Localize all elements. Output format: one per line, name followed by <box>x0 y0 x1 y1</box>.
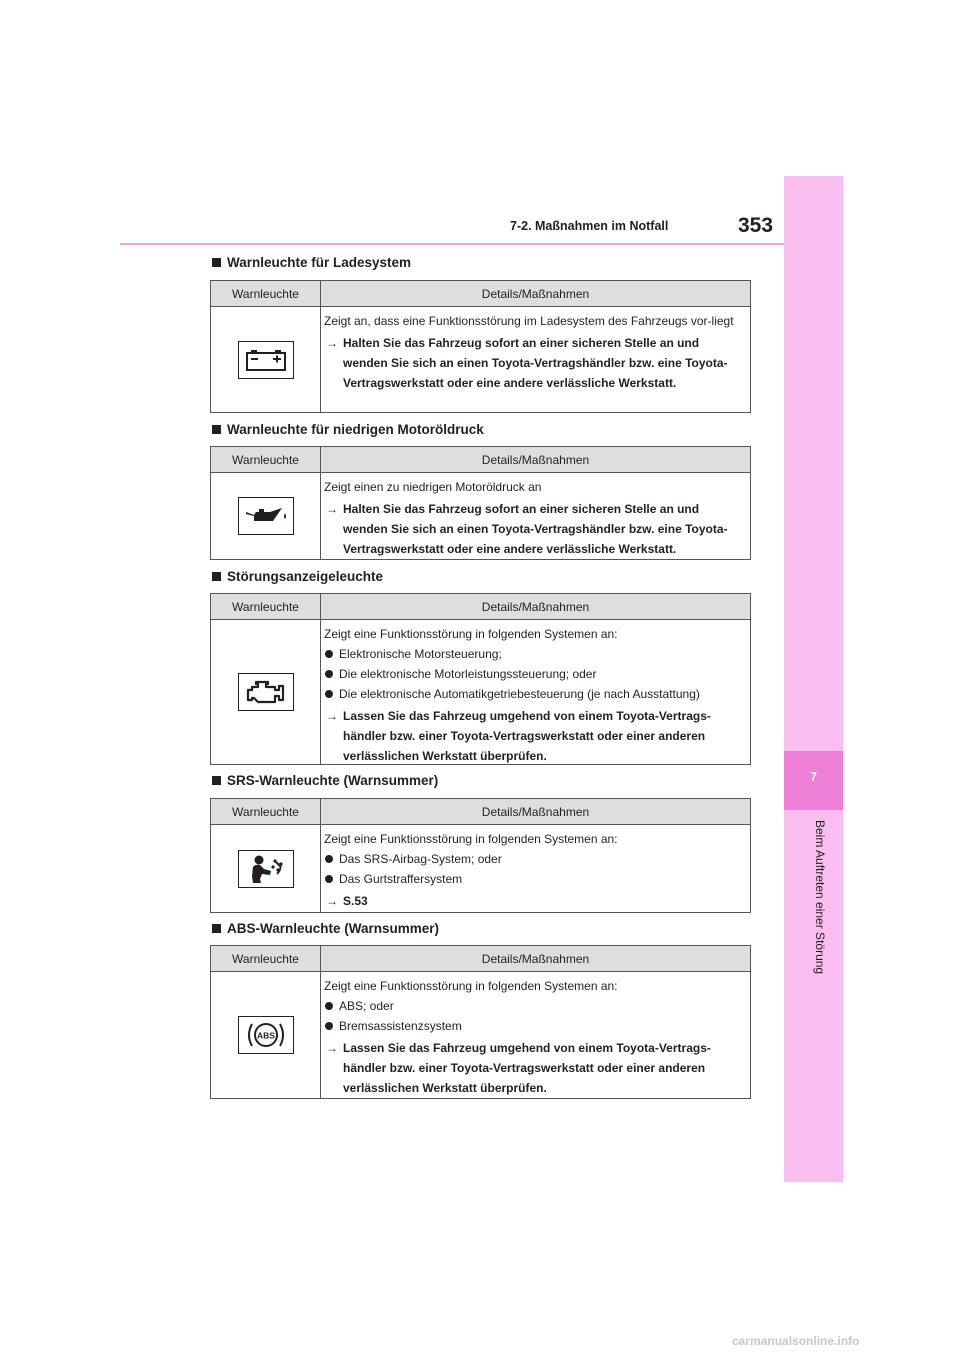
detail-action: → Halten Sie das Fahrzeug sofort an einer sicheren Stelle an und wenden Sie sich an einen Toyota-Vertragshändler bzw. eine Toyota-Vertragswerkstatt oder eine andere verlässliche Werkstatt. <box>324 499 746 559</box>
engine-icon <box>238 673 294 711</box>
heading-square-icon <box>212 924 221 933</box>
section-heading-oil-pressure: Warnleuchte für niedrigen Motoröldruck <box>212 422 484 437</box>
detail-intro: Zeigt einen zu niedrigen Motoröldruck an <box>324 480 542 494</box>
table-header: Warnleuchte Details/Maßnahmen <box>211 799 750 825</box>
warning-table-charging <box>210 280 751 413</box>
section-heading-malfunction: Störungsanzeigeleuchte <box>212 569 383 584</box>
list-item: Bremsassistenzsystem <box>324 1016 746 1036</box>
table-header: Warnleuchte Details/Maßnahmen <box>211 594 750 620</box>
table-row <box>211 473 750 559</box>
airbag-icon <box>238 850 294 888</box>
detail-intro: Zeigt an, dass eine Funktionsstörung im Ladesystem des Fahrzeugs vor-liegt <box>324 314 734 328</box>
page-number: 353 <box>738 214 774 237</box>
section-heading-abs: ABS-Warnleuchte (Warnsummer) <box>212 921 439 936</box>
heading-square-icon <box>212 258 221 267</box>
table-header: Warnleuchte Details/Maßnahmen <box>211 281 750 307</box>
detail-action: → Halten Sie das Fahrzeug sofort an einer sicheren Stelle an und wenden Sie sich an einen Toyota-Vertragshändler bzw. eine Toyota-Vertragswerkstatt oder eine andere verlässliche Werkstatt. <box>324 333 746 393</box>
chapter-side-tab <box>784 176 843 1182</box>
table-header: Warnleuchte Details/Maßnahmen <box>211 447 750 473</box>
battery-icon <box>238 341 294 379</box>
abs-icon-text: ABS <box>256 1030 275 1041</box>
detail-intro: Zeigt eine Funktionsstörung in folgenden Systemen an: <box>324 979 618 993</box>
list-item: ABS; oder <box>324 996 746 1016</box>
abs-icon <box>238 1016 294 1054</box>
chapter-number: 7 <box>810 770 817 784</box>
detail-action: → Lassen Sie das Fahrzeug umgehend von einem Toyota-Vertrags-händler bzw. einer Toyota-Vertragswerkstatt oder einer anderen verlässlichen Werkstatt überprüfen. <box>324 1038 746 1098</box>
detail-intro: Zeigt eine Funktionsstörung in folgenden Systemen an: <box>324 832 618 846</box>
warning-table-abs <box>210 945 751 1099</box>
warning-table-oil-pressure <box>210 446 751 560</box>
detail-intro: Zeigt eine Funktionsstörung in folgenden Systemen an: <box>324 627 618 641</box>
heading-square-icon <box>212 425 221 434</box>
table-row <box>211 620 750 764</box>
list-item: Die elektronische Motorleistungssteuerung; oder <box>324 664 746 684</box>
chapter-label: Beim Auftreten einer Störung <box>813 820 827 975</box>
oil-can-icon <box>238 497 294 535</box>
watermark: carmanualsonline.info <box>732 1334 860 1348</box>
heading-square-icon <box>212 776 221 785</box>
table-header: Warnleuchte Details/Maßnahmen <box>211 946 750 972</box>
heading-square-icon <box>212 572 221 581</box>
warning-table-srs <box>210 798 751 913</box>
section-heading-srs: SRS-Warnleuchte (Warnsummer) <box>212 773 438 788</box>
detail-action: → S.53 <box>324 891 746 911</box>
header-rule <box>120 243 784 245</box>
table-row <box>211 972 750 1098</box>
warning-table-malfunction <box>210 593 751 765</box>
list-item: Die elektronische Automatikgetriebesteuerung (je nach Ausstattung) <box>324 684 746 704</box>
table-row <box>211 307 750 412</box>
list-item: Das SRS-Airbag-System; oder <box>324 849 746 869</box>
table-row <box>211 825 750 912</box>
section-title: 7-2. Maßnahmen im Notfall <box>510 219 669 233</box>
list-item: Elektronische Motorsteuerung; <box>324 644 746 664</box>
detail-action: → Lassen Sie das Fahrzeug umgehend von einem Toyota-Vertrags-händler bzw. einer Toyota-Vertragswerkstatt oder einer anderen verlässlichen Werkstatt überprüfen. <box>324 706 746 766</box>
list-item: Das Gurtstraffersystem <box>324 869 746 889</box>
section-heading-charging: Warnleuchte für Ladesystem <box>212 255 411 270</box>
